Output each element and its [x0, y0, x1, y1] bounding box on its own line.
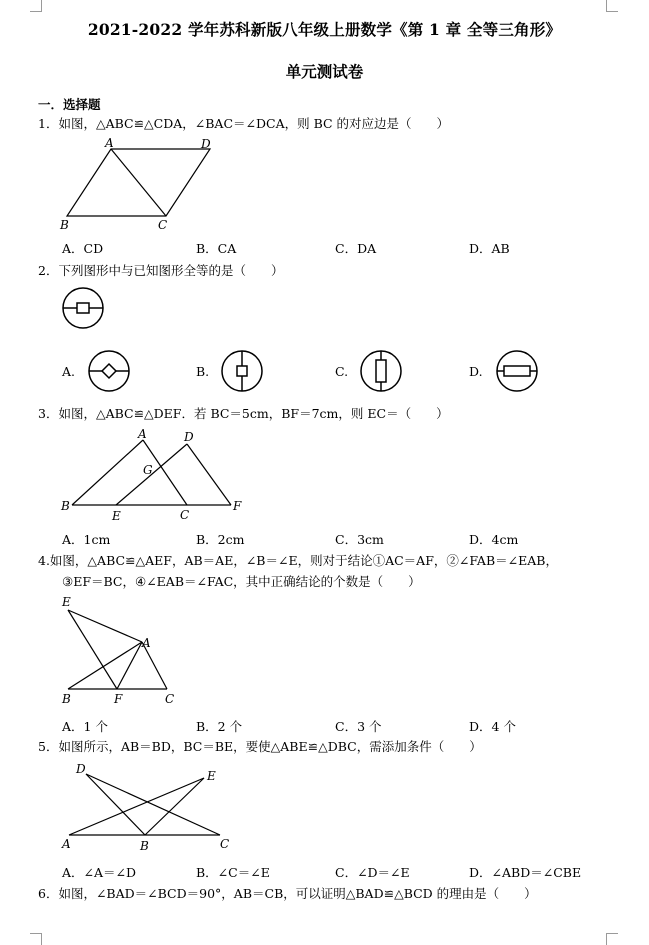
- point-label-d: D: [201, 137, 211, 151]
- question-5-figure: [56, 760, 236, 856]
- question-3-option-d[interactable]: D．4cm: [469, 532, 519, 547]
- question-1-option-b[interactable]: B．CA: [196, 241, 237, 256]
- question-6-stem: 6．如图，∠BAD＝∠BCD＝90°，AB＝CB，可以证明△BAD≌△BCD 的理由是（ ）: [38, 886, 537, 901]
- point-label-a: A: [105, 136, 114, 150]
- question-3-option-c[interactable]: C．3cm: [335, 532, 384, 547]
- crop-mark-top-left: [30, 0, 42, 12]
- question-2-option-d[interactable]: D.: [469, 364, 483, 379]
- point-label-b: B: [60, 218, 69, 232]
- question-1-option-a[interactable]: A．CD: [62, 241, 104, 256]
- question-2-option-b-figure[interactable]: [219, 349, 267, 395]
- point-label-g: G: [143, 463, 153, 477]
- point-label-c: C: [165, 692, 175, 706]
- question-3-option-b[interactable]: B．2cm: [196, 532, 245, 547]
- question-5-option-d[interactable]: D．∠ABD＝∠CBE: [469, 865, 582, 880]
- point-label-a: A: [62, 837, 71, 851]
- question-1-stem: 1．如图，△ABC≌△CDA，∠BAC＝∠DCA，则 BC 的对应边是（ ）: [38, 116, 450, 131]
- question-3-figure: [56, 426, 256, 524]
- question-3-option-a[interactable]: A．1cm: [62, 532, 111, 547]
- point-label-f: F: [233, 499, 242, 513]
- question-5-option-b[interactable]: B．∠C＝∠E: [196, 865, 270, 880]
- point-label-f: F: [114, 692, 123, 706]
- point-label-b: B: [61, 499, 70, 513]
- question-5-option-c[interactable]: C．∠D＝∠E: [335, 865, 410, 880]
- point-label-d: D: [184, 430, 194, 444]
- point-label-c: C: [158, 218, 168, 232]
- crop-mark-top-right: [606, 0, 618, 12]
- point-label-b: B: [62, 692, 71, 706]
- question-4-figure: [56, 592, 186, 710]
- point-label-e: E: [207, 769, 216, 783]
- question-4-stem-line-1: 4.如图，△ABC≌△AEF，AB＝AE，∠B＝∠E，则对于结论①AC＝AF，②∠FAB＝∠EAB，: [38, 553, 558, 568]
- point-label-e: E: [112, 509, 121, 523]
- point-label-a: A: [138, 427, 147, 441]
- question-2-option-c[interactable]: C.: [335, 364, 349, 379]
- page-title: 2021-2022 学年苏科新版八年级上册数学《第 1 章 全等三角形》: [87, 20, 562, 39]
- question-4-stem-line-2: ③EF＝BC，④∠EAB＝∠FAC，其中正确结论的个数是（ ）: [62, 574, 421, 589]
- crop-mark-bottom-right: [606, 933, 618, 945]
- question-1-figure: [55, 136, 225, 232]
- question-2-stem: 2．下列图形中与已知图形全等的是（ ）: [38, 263, 284, 278]
- crop-mark-bottom-left: [30, 933, 42, 945]
- question-2-option-c-figure[interactable]: [358, 349, 406, 395]
- question-2-option-d-figure[interactable]: [494, 349, 542, 395]
- point-label-c: C: [180, 508, 190, 522]
- question-2-option-a-figure[interactable]: [86, 349, 134, 395]
- question-2-option-b[interactable]: B.: [196, 364, 210, 379]
- point-label-e: E: [62, 595, 71, 609]
- question-5-option-a[interactable]: A．∠A＝∠D: [62, 865, 137, 880]
- page-subtitle: 单元测试卷: [285, 62, 364, 81]
- question-4-option-b[interactable]: B．2 个: [196, 719, 243, 734]
- question-2-given-figure: [60, 286, 108, 334]
- question-1-option-c[interactable]: C．DA: [335, 241, 377, 256]
- diagonal-ac: [111, 149, 166, 216]
- point-label-b: B: [140, 839, 149, 853]
- question-4-option-a[interactable]: A．1 个: [62, 719, 108, 734]
- point-label-d: D: [76, 762, 86, 776]
- point-label-c: C: [220, 837, 230, 851]
- point-label-a: A: [142, 636, 151, 650]
- question-4-option-c[interactable]: C．3 个: [335, 719, 382, 734]
- question-3-stem: 3．如图，△ABC≌△DEF．若 BC＝5cm，BF＝7cm，则 EC＝（ ）: [38, 406, 449, 421]
- question-4-option-d[interactable]: D．4 个: [469, 719, 516, 734]
- section-heading: 一．选择题: [38, 97, 101, 112]
- question-1-option-d[interactable]: D．AB: [469, 241, 510, 256]
- question-5-stem: 5．如图所示，AB＝BD，BC＝BE，要使△ABE≌△DBC，需添加条件（ ）: [38, 739, 482, 754]
- question-2-option-a[interactable]: A.: [62, 364, 76, 379]
